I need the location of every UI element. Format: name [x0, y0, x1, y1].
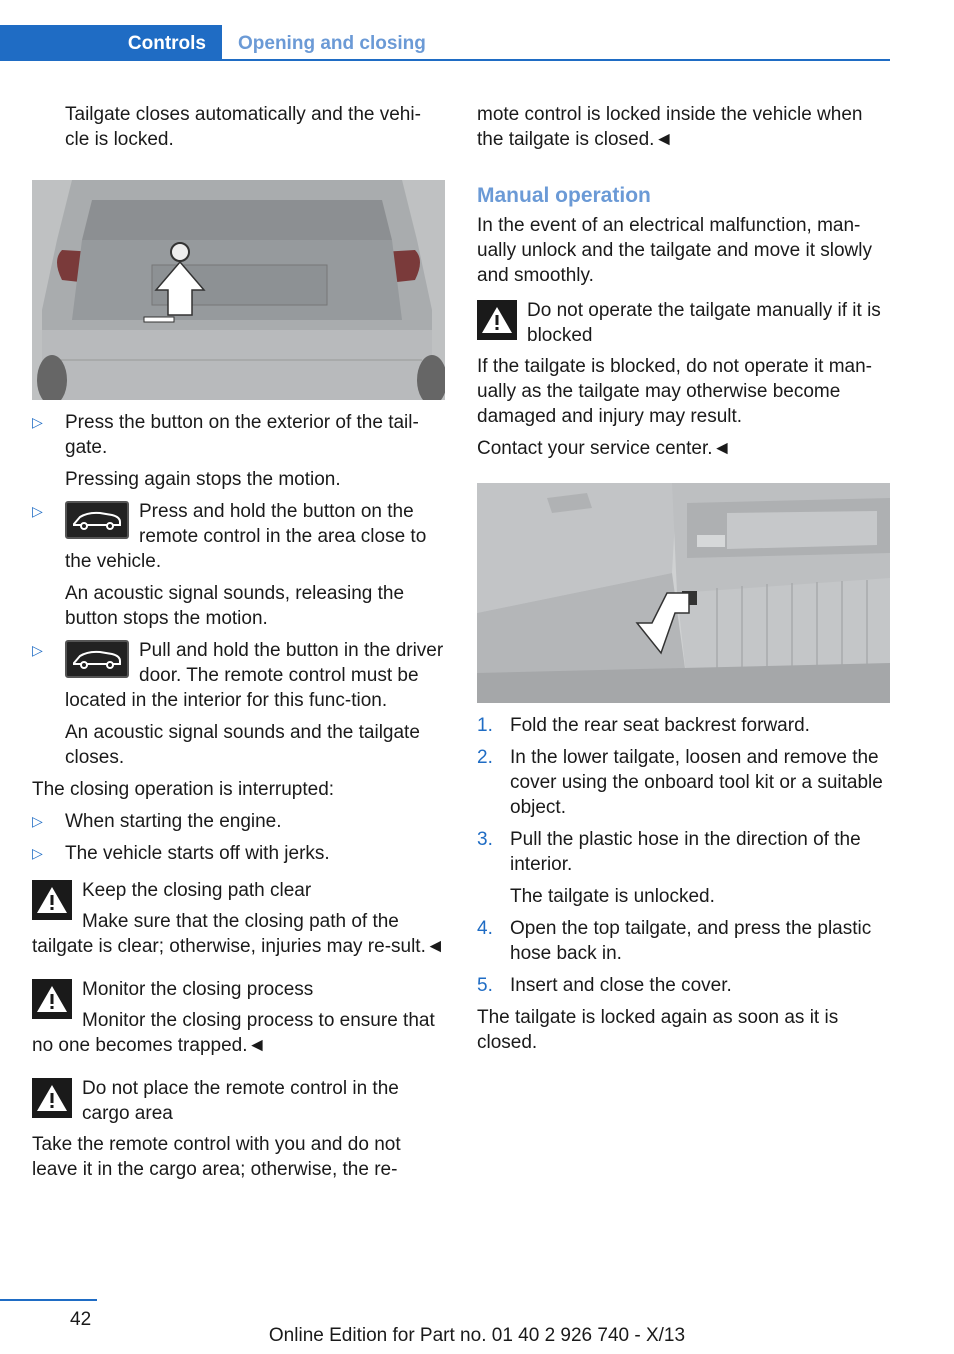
bullet-text: When starting the engine.: [65, 811, 282, 832]
warning-block: [32, 977, 445, 1058]
interrupted-text: The closing operation is interrupted:: [32, 779, 335, 800]
warning-title: Keep the closing path clear: [82, 880, 312, 901]
footer-rule: [0, 1299, 97, 1301]
step-text: Pull the plastic hose in the direction of the interior.: [510, 829, 861, 875]
warning-body: If the tailgate is blocked, do not operate it man-ually as the tailgate may otherwise become damaged and injury may result.: [477, 356, 873, 427]
page-number: 42: [70, 1309, 92, 1330]
bullet-item: [32, 841, 445, 866]
cargo-area-figure: [477, 483, 890, 703]
step-number: 5.: [477, 975, 493, 996]
contact-text: Contact your service center.◄: [477, 438, 732, 459]
bullet-icon: ▷: [32, 503, 43, 519]
warning-block: [32, 878, 445, 959]
warning-triangle-icon: [32, 979, 72, 1019]
right-continuation: mote control is locked inside the vehicle when the tailgate is closed.◄: [477, 104, 863, 150]
warning-title: Monitor the closing process: [82, 979, 314, 1000]
bullet-text: Press the button on the exterior of the tail-gate.: [65, 412, 419, 458]
bullet-icon: ▷: [32, 642, 43, 658]
bullet-subtext: An acoustic signal sounds and the tailgate closes.: [65, 722, 420, 768]
step-text: Open the top tailgate, and press the plastic hose back in.: [510, 918, 872, 964]
warning-block: [32, 1076, 445, 1182]
step-item: [477, 827, 890, 909]
bullet-text: The vehicle starts off with jerks.: [65, 843, 330, 864]
tailgate-exterior-figure: [32, 180, 445, 400]
right-column: [477, 102, 890, 1055]
bullet-icon: ▷: [32, 845, 43, 861]
warning-block: [477, 298, 890, 461]
bullet-item: [32, 410, 445, 492]
step-text: Insert and close the cover.: [510, 975, 732, 996]
warning-triangle-icon: [32, 1078, 72, 1118]
bullet-icon: ▷: [32, 813, 43, 829]
bullet-item: [32, 499, 445, 631]
step-text: Fold the rear seat backrest forward.: [510, 715, 810, 736]
left-intro: Tailgate closes automatically and the vehi-cle is locked.: [65, 104, 421, 150]
bullet-icon: ▷: [32, 414, 43, 430]
warning-triangle-icon: [477, 300, 517, 340]
bullet-subtext: An acoustic signal sounds, releasing the button stops the motion.: [65, 583, 405, 629]
step-number: 4.: [477, 918, 493, 939]
warning-title: Do not operate the tailgate manually if it is blocked: [527, 300, 881, 346]
step-subtext: The tailgate is unlocked.: [510, 886, 715, 907]
step-number: 3.: [477, 829, 493, 850]
header-rule: [222, 59, 890, 61]
step-item: [477, 973, 890, 998]
warning-triangle-icon: [32, 880, 72, 920]
step-number: 2.: [477, 747, 493, 768]
closing-text: The tailgate is locked again as soon as it is closed.: [477, 1007, 839, 1053]
bullet-text: Pull and hold the button in the driver door. The remote control must be located in the interior for this func-tion.: [65, 640, 444, 711]
section-heading: Manual operation: [477, 184, 651, 207]
steps-list: [477, 713, 890, 998]
warning-body: Take the remote control with you and do not leave it in the cargo area; otherwise, the re-: [32, 1134, 401, 1180]
footer-edition: Online Edition for Part no. 01 40 2 926 740 - X/13: [268, 1325, 686, 1346]
chapter-tab: [0, 25, 222, 61]
bullet-text: Press and hold the button on the remote control in the area close to the vehicle.: [65, 501, 427, 572]
car-tailgate-key-icon: [65, 501, 129, 539]
warning-body: Monitor the closing process to ensure that no one becomes trapped.◄: [32, 1010, 435, 1056]
bullet-subtext: Pressing again stops the motion.: [65, 469, 341, 490]
left-column: [32, 102, 445, 1182]
step-number: 1.: [477, 715, 493, 736]
warning-title: Do not place the remote control in the cargo area: [82, 1078, 399, 1124]
warning-body: Make sure that the closing path of the tailgate is clear; otherwise, injuries may re-sult.◄: [32, 911, 445, 957]
step-text: In the lower tailgate, loosen and remove the cover using the onboard tool kit or a suitable object.: [510, 747, 883, 818]
bullet-item: [32, 809, 445, 834]
chapter-title: Controls: [127, 32, 206, 54]
step-item: [477, 916, 890, 966]
step-item: [477, 713, 890, 738]
step-item: [477, 745, 890, 820]
car-tailgate-key-icon: [65, 640, 129, 678]
manual-intro: In the event of an electrical malfunction, man-ually unlock and the tailgate and move it slowly and smoothly.: [477, 215, 873, 286]
bullet-item: [32, 638, 445, 770]
section-title: Opening and closing: [238, 32, 426, 54]
